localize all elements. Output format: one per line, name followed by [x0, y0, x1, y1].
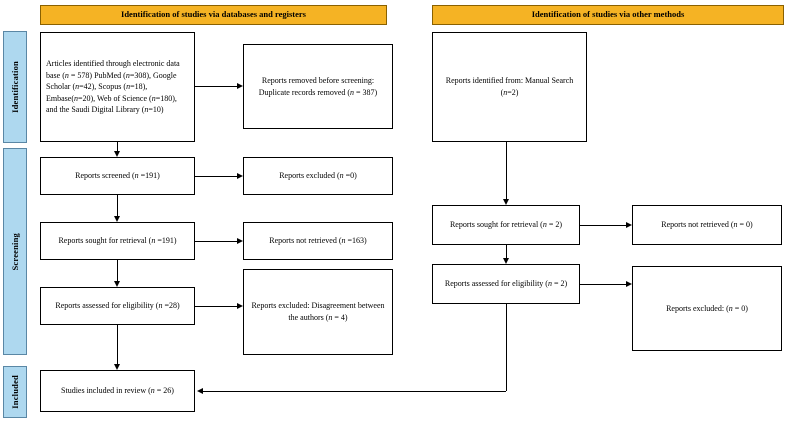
connector-screened-to-excluded — [195, 176, 237, 177]
box-other-not-retrieved — [632, 205, 782, 245]
connector-assessed-to-included — [117, 325, 118, 364]
connector-identified-to-screened — [117, 142, 118, 151]
box-other-assessed-text: Reports assessed for eligibility (n = 2) — [444, 279, 568, 289]
box-reports-assessed-text: Reports assessed for eligibility (n =28) — [55, 301, 180, 311]
box-records-identified-text: Articles identified through electronic data base (n = 578) PubMed (n=308), Google Scholar (n=42), Scopus (n=18), Embase(n=20), Web of Science (n=180), and the Saudi Digital Library (n=10) — [46, 59, 180, 115]
phase-screening — [3, 148, 27, 355]
box-other-not-retrieved-text: Reports not retrieved (n = 0) — [661, 220, 753, 230]
box-other-sought-text: Reports sought for retrieval (n = 2) — [449, 220, 563, 230]
connector-other-sought-to-assessed — [506, 245, 507, 258]
box-reports-not-retrieved — [243, 222, 393, 260]
box-records-excluded-text: Reports excluded (n =0) — [279, 171, 357, 181]
arrowhead-other-sought-to-not-retrieved — [626, 222, 632, 228]
connector-other-assessed-to-excluded — [580, 284, 626, 285]
box-other-assessed — [432, 264, 580, 304]
box-reports-excluded-reasons-text: Reports excluded: Disagreement between the authors (n = 4) — [251, 301, 385, 322]
connector-other-assessed-to-included-vertical — [506, 304, 507, 391]
box-reports-sought — [40, 222, 195, 260]
box-other-excluded — [632, 266, 782, 351]
phase-included-label: Included — [10, 375, 20, 409]
header-databases-registers — [40, 5, 387, 25]
phase-identification-label: Identification — [10, 61, 20, 113]
connector-identified-to-removed — [195, 86, 237, 87]
connector-assessed-to-excluded-reasons — [195, 306, 237, 307]
box-studies-included-text: Studies included in review (n = 26) — [61, 386, 174, 396]
box-records-screened — [40, 157, 195, 195]
arrowhead-assessed-to-included — [114, 364, 120, 370]
box-records-identified — [40, 32, 195, 142]
box-records-screened-text: Reports screened (n =191) — [75, 171, 160, 181]
arrowhead-other-assessed-to-excluded — [626, 281, 632, 287]
box-reports-not-retrieved-text: Reports not retrieved (n =163) — [269, 236, 367, 246]
arrowhead-other-to-included — [197, 388, 203, 394]
arrowhead-screened-to-sought — [114, 216, 120, 222]
box-other-sought — [432, 205, 580, 245]
arrowhead-other-identified-to-sought — [503, 199, 509, 205]
connector-sought-to-assessed — [117, 260, 118, 281]
arrowhead-identified-to-removed — [237, 83, 243, 89]
connector-sought-to-not-retrieved — [195, 241, 237, 242]
header-other-methods — [432, 5, 784, 25]
box-reports-assessed — [40, 287, 195, 325]
connector-other-identified-to-sought — [506, 142, 507, 199]
arrowhead-other-sought-to-assessed — [503, 258, 509, 264]
phase-identification — [3, 31, 27, 143]
box-reports-excluded-reasons — [243, 269, 393, 355]
box-reports-sought-text: Reports sought for retrieval (n =191) — [58, 236, 177, 246]
connector-other-assessed-to-included-horizontal — [203, 391, 506, 392]
arrowhead-sought-to-not-retrieved — [237, 238, 243, 244]
arrowhead-screened-to-excluded — [237, 173, 243, 179]
phase-included — [3, 366, 27, 418]
box-records-removed-text: Reports removed before screening: Duplicate records removed (n = 387) — [258, 75, 378, 97]
header-databases-registers-label: Identification of studies via databases and registers — [121, 9, 306, 20]
box-other-excluded-text: Reports excluded: (n = 0) — [666, 303, 748, 313]
box-records-excluded — [243, 157, 393, 195]
header-other-methods-label: Identification of studies via other methods — [531, 9, 685, 20]
box-other-identified-text: Reports identified from: Manual Search (n=2) — [445, 76, 574, 97]
arrowhead-sought-to-assessed — [114, 281, 120, 287]
connector-other-sought-to-not-retrieved — [580, 225, 626, 226]
arrowhead-identified-to-screened — [114, 151, 120, 157]
box-studies-included — [40, 370, 195, 412]
box-other-identified — [432, 32, 587, 142]
phase-screening-label: Screening — [10, 232, 20, 271]
arrowhead-assessed-to-excluded-reasons — [237, 303, 243, 309]
box-records-removed — [243, 44, 393, 129]
connector-screened-to-sought — [117, 195, 118, 216]
